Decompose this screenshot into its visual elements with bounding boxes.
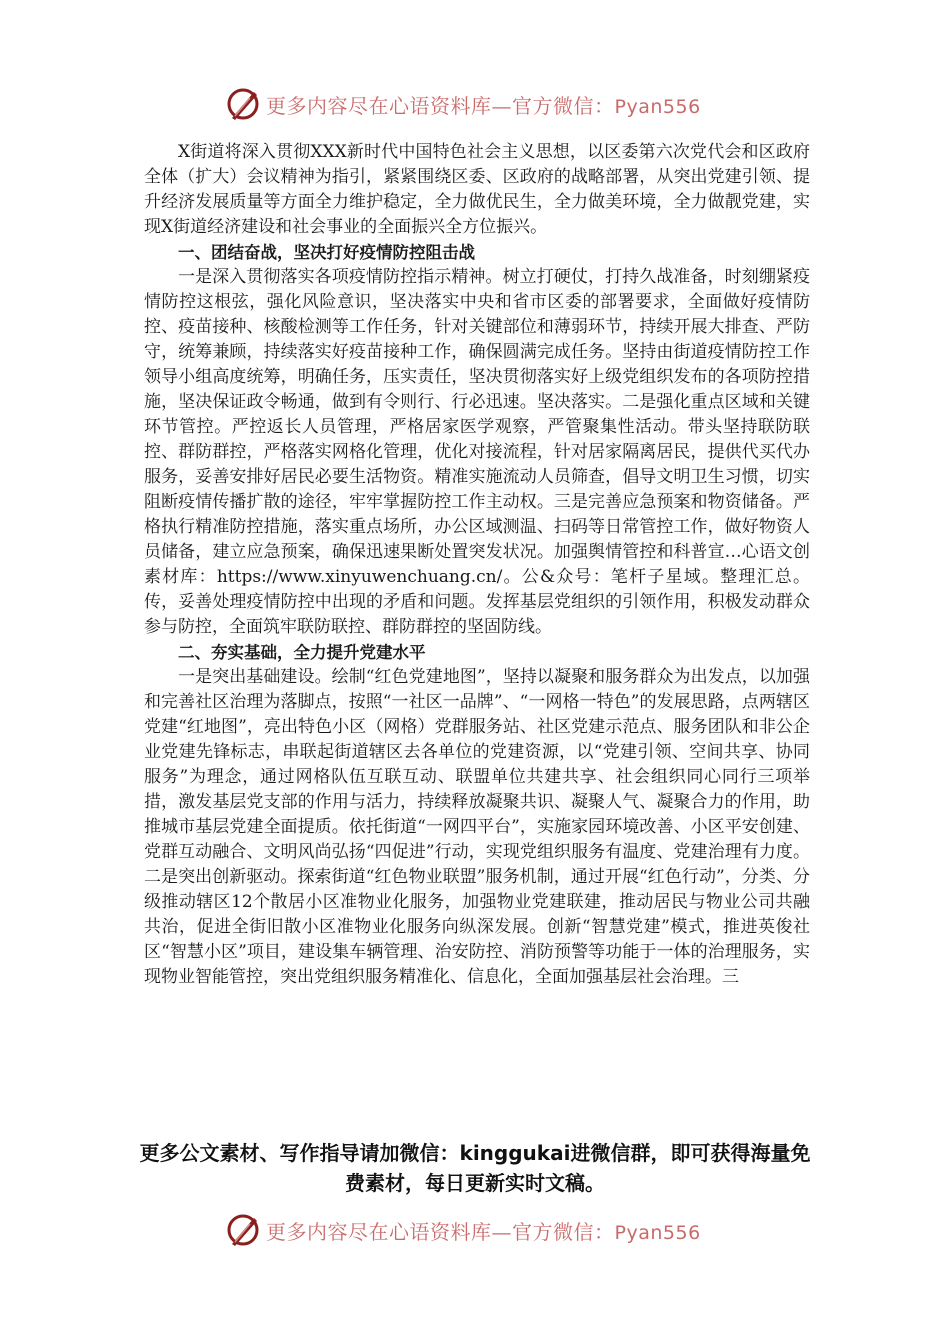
section-2-paragraph: 一是突出基础建设。绘制“红色党建地图”，坚持以凝聚和服务群众为出发点，以加强和完善社区治理为落脚点，按照“一社区一品牌”、“一网格一特色”的发展思路，点两辖区党建“红地图”，亮出特色小区（网格）党群服务站、社区党建示范点、服务团队和非公企业党建先锋标志，串联起街道辖区去各单位的党建资源，以“党建引领、空间共享、协同服务”为理念，通过网格队伍互联互动、联盟单位共建共享、社会组织同心同行三项举措，激发基层党支部的作用与活力，持续释放凝聚共识、凝聚人气、凝聚合力的作用，助推城市基层党建全面提质。依托街道“一网四平台”，实施家园环境改善、小区平安创建、党群互动融合、文明风尚弘扬“四促进”行动，实现党组织服务有温度、党建治理有力度。二是突出创新驱动。探索街道“红色物业联盟”服务机制，通过开展“红色行动”，分类、分级推动辖区12个散居小区准物业化服务，加强物业党建联建，推动居民与物业公司共融共治，促进全街旧散小区准物业化服务向纵深发展。创新“智慧党建”模式，推进英俊社区“智慧小区”项目，建设集车辆管理、治安防控、消防预警等功能于一体的治理服务，实现物业智能管控，突出党组织服务精准化、信息化，全面加强基层社会治理。三	[144, 667, 810, 987]
section-heading-2: 二、夯实基础，全力提升党建水平	[178, 643, 426, 662]
banner-text: 更多内容尽在心语资料库—官方微信：Pyan556	[266, 1219, 701, 1244]
section-heading-1: 一、团结奋战，坚决打好疫情防控阻击战	[178, 243, 475, 262]
header-banner	[0, 84, 950, 124]
pen-logo-icon	[226, 86, 262, 122]
footer-note: 更多公文素材、写作指导请加微信：kinggukai进微信群，即可获得海量免费素材，每日更新实时文稿。	[139, 1141, 811, 1195]
document-body	[144, 140, 810, 990]
pen-logo-icon	[226, 1212, 262, 1248]
section-1-paragraph: 一是深入贯彻落实各项疫情防控指示精神。树立打硬仗，打持久战准备，时刻绷紧疫情防控这根弦，强化风险意识，坚决落实中央和省市区委的部署要求，全面做好疫情防控、疫苗接种、核酸检测等工作任务，针对关键部位和薄弱环节，持续开展大排查、严防守，统筹兼顾，持续落实好疫苗接种工作，确保圆满完成任务。坚持由街道疫情防控工作领导小组高度统筹，明确任务，压实责任，坚决贯彻落实好上级党组织发布的各项防控措施，坚决保证政令畅通，做到有令则行、行必迅速。坚决落实。二是强化重点区域和关键环节管控。严控返长人员管理，严格居家医学观察，严管聚集性活动。带头坚持联防联控、群防群控，严格落实网格化管理，优化对接流程，针对居家隔离居民，提供代买代办服务，妥善安排好居民必要生活物资。精准实施流动人员筛查，倡导文明卫生习惯，切实阻断疫情传播扩散的途径，牢牢掌握防控工作主动权。三是完善应急预案和物资储备。严格执行精准防控措施，落实重点场所，办公区域测温、扫码等日常管控工作，做好物资人员储备，建立应急预案，确保迅速果断处置突发状况。加强舆情管控和科普宣…心语文创素材库：https://www.xinyuwenchuang.cn/。公&众号：笔杆子星域。整理汇总。传，妥善处理疫情防控中出现的矛盾和问题。发挥基层党组织的引领作用，积极发动群众参与防控，全面筑牢联防联控、群防群控的坚固防线。	[144, 267, 810, 637]
footer-banner	[0, 1210, 950, 1250]
intro-paragraph: X街道将深入贯彻XXX新时代中国特色社会主义思想，以区委第六次党代会和区政府全体（扩大）会议精神为指引，紧紧围绕区委、区政府的战略部署，从突出党建引领、提升经济发展质量等方面全力维护稳定，全力做优民生，全力做美环境，全力做靓党建，实现X街道经济建设和社会事业的全面振兴全方位振兴。	[144, 142, 810, 237]
banner-text: 更多内容尽在心语资料库—官方微信：Pyan556	[266, 93, 701, 118]
